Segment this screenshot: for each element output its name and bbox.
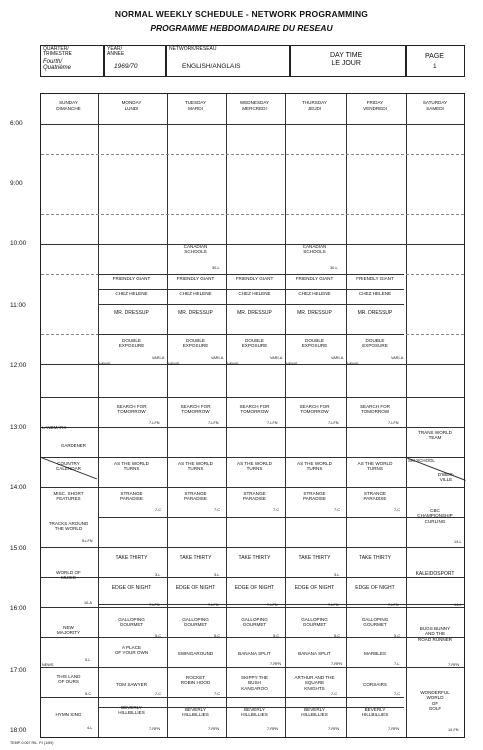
form-footer: TEMP. 0.067 RIL. P.I (1/69) (10, 741, 54, 745)
program-beverly-hillbillies: BEVERLY HILLBILLIES (118, 705, 145, 716)
program-code: 14-L (454, 603, 462, 607)
program-chez-helene: CHEZ HELENE (115, 291, 148, 296)
program-code: 7-RFN (208, 727, 220, 731)
program-code: 30-L (212, 266, 220, 270)
program-search-for-tomorrow: SEARCH FOR TOMORROW (359, 404, 391, 415)
page-number: 1 (433, 63, 437, 70)
program-world-of-music: WORLD OF MUSIC (56, 570, 81, 581)
program-code: 3-L (334, 573, 340, 577)
program-code: 3-L (214, 573, 220, 577)
program-landmark: LANDMARK (42, 425, 67, 430)
program-mr-dressup: MR. DRESSUP (237, 310, 272, 316)
program-code: 7-C (214, 692, 221, 696)
page-title: NORMAL WEEKLY SCHEDULE - NETWORK PROGRAMMING (114, 9, 369, 19)
program-as-the-world-turns: AS THE WORLD TURNS (237, 461, 272, 472)
program-code: 7-LFN (328, 421, 339, 425)
program-friendly-giant: FRIENDLY GIANT (235, 276, 274, 281)
program-code: 7-C (155, 692, 162, 696)
program-wonderful-world-of-golf: WONDERFUL WORLD OF GOLF (420, 690, 450, 711)
program-code: 5-LFN (82, 539, 93, 543)
day-saturday: SATURDAY SAMEDI (422, 100, 448, 111)
program-double-exposure: DOUBLE EXPOSURE (301, 338, 328, 349)
program-code: 7-RFN (267, 727, 279, 731)
program-as-the-world-turns: AS THE WORLD TURNS (178, 461, 213, 472)
program-misc-short-features: MISC. SHORT FEATURES (53, 491, 84, 502)
program-rocket-robin-hood: ROCKET ROBIN HOOD (180, 675, 211, 686)
program-chez-helene: CHEZ HELENE (358, 291, 392, 296)
program-arthur-square-knights: ARTHUR AND THE SQUARE KNIGHTS (294, 675, 335, 691)
program-code: 7-RFN (270, 662, 282, 666)
program-beverly-hillbillies: BEVERLY HILLBILLIES (241, 707, 268, 718)
time-label: 9:00 (10, 180, 23, 187)
program-code: 14-FN (448, 728, 459, 732)
program-bugs-bunny: BUGS BUNNY AND THE ROAD RUNNER (417, 626, 453, 642)
program-code: 7-LFN (267, 421, 278, 425)
day-tuesday: TUESDAY MARDI (184, 100, 207, 111)
program-mr-dressup: MR. DRESSUP (178, 310, 213, 316)
program-as-the-world-turns: AS THE WORLD TURNS (114, 461, 149, 472)
program-mr-dressup: MR. DRESSUP (297, 310, 332, 316)
program-code: 7-LFN (208, 421, 219, 425)
program-this-land-of-ours: THIS LAND OF OURS (56, 674, 81, 685)
quarter-value: Fourth/ Quatrième (43, 59, 72, 72)
program-news: NEWS (99, 362, 111, 366)
program-code: VARI-A (211, 356, 224, 360)
program-strange-paradise: STRANGE PARADISE (243, 491, 266, 502)
program-code: 7-RFN (388, 727, 400, 731)
program-news: NEWS (347, 362, 359, 366)
program-code: 3-L (155, 573, 161, 577)
program-code: 7-RFN (328, 727, 340, 731)
program-country-calendar: COUNTRY CALENDAR (55, 461, 82, 472)
program-edge-of-night: EDGE OF NIGHT (175, 585, 216, 591)
program-beverly-hillbillies: BEVERLY HILLBILLIES (182, 707, 209, 718)
page-label: PAGE (425, 53, 444, 60)
program-search-for-tomorrow: SEARCH FOR TOMORROW (299, 404, 330, 415)
program-edge-of-night: EDGE OF NIGHT (111, 585, 152, 591)
program-code: 7-C (273, 508, 280, 512)
program-news: NEWS (168, 362, 180, 366)
program-edge-of-night: EDGE OF NIGHT (234, 585, 275, 591)
program-galloping-gourmet: GALLOPING GOURMET (361, 617, 389, 628)
year-label: YEAR/ ANNEE (107, 46, 125, 58)
program-code: 7-LFN (388, 603, 399, 607)
program-chez-helene: CHEZ HELENE (179, 291, 212, 296)
program-code: 5-L (85, 658, 91, 662)
program-code: 7-C (155, 508, 162, 512)
program-skippy: SKIPPY THE BUSH KANGAROO (241, 675, 268, 691)
program-code: VARI-A (152, 356, 165, 360)
program-code: 14-L (454, 540, 462, 544)
time-label: 18:00 (10, 727, 27, 734)
program-double-exposure: DOUBLE EXPOSURE (118, 338, 145, 349)
program-code: 7-C (394, 508, 401, 512)
program-code: 4-L (87, 726, 93, 730)
program-strange-paradise: STRANGE PARADISE (303, 491, 326, 502)
program-take-thirty: TAKE THIRTY (179, 555, 212, 561)
time-label: 17:00 (10, 667, 27, 674)
program-kaleidosport: KALEIDOSPORT (415, 571, 455, 577)
quarter-label: QUARTER/ TRIMESTRE (43, 46, 72, 58)
program-strange-paradise: STRANGE PARADISE (120, 491, 143, 502)
program-tom-sawyer: TOM SAWYER (115, 682, 148, 687)
program-d-iberville: D'IBER- VILLE (437, 472, 455, 483)
program-code: VARI-A (391, 356, 404, 360)
program-galloping-gourmet: GALLOPING GOURMET (182, 617, 209, 628)
program-code: 7-C (331, 692, 338, 696)
day-wednesday: WEDNESDAY MERCREDI (239, 100, 270, 111)
program-as-the-world-turns: AS THE WORLD TURNS (297, 461, 332, 472)
program-banana-split: BANANA SPLIT (238, 651, 271, 656)
program-as-the-world-turns: AS THE WORLD TURNS (357, 461, 393, 472)
program-strange-paradise: STRANGE PARADISE (184, 491, 207, 502)
program-canadian-schools: CANADIAN SCHOOLS (183, 244, 208, 255)
program-code: 5-C (334, 634, 341, 638)
program-double-exposure: DOUBLE EXPOSURE (241, 338, 268, 349)
program-code: 7-RFN (149, 727, 161, 731)
program-a-place-of-your-own: A PLACE OF YOUR OWN (114, 645, 149, 656)
program-galloping-gourmet: GALLOPING GOURMET (301, 617, 328, 628)
program-code: 7-LFN (208, 603, 219, 607)
program-code: 5-C (394, 634, 401, 638)
day-thursday: THURSDAY JEUDI (302, 100, 327, 111)
program-beverly-hillbillies: BEVERLY HILLBILLIES (361, 707, 389, 718)
time-label: 16:00 (10, 605, 27, 612)
schedule-grid (40, 93, 465, 738)
program-code: VARI-A (331, 356, 344, 360)
program-code: 5-C (273, 634, 280, 638)
program-code: 7-C (214, 508, 221, 512)
time-label: 13:00 (10, 424, 27, 431)
program-code: 7-RFN (331, 662, 343, 666)
time-label: 15:00 (10, 545, 27, 552)
year-value: 1969/70 (114, 63, 138, 70)
program-search-for-tomorrow: SEARCH FOR TOMORROW (116, 404, 147, 415)
program-search-for-tomorrow: SEARCH FOR TOMORROW (239, 404, 270, 415)
time-label: 6:00 (10, 120, 23, 127)
program-banana-split: BANANA SPLIT (298, 651, 331, 656)
day-friday: FRIDAY VENDREDI (363, 100, 387, 111)
program-hymn-sing: HYMN SING (55, 712, 82, 717)
program-news: NEWS (286, 362, 298, 366)
program-code: 10-A (84, 601, 93, 605)
program-news: NEWS (227, 362, 239, 366)
network-label: NETWORK/RESEAU (169, 46, 217, 52)
program-mr-dressup: MR. DRESSUP (114, 310, 149, 316)
program-take-thirty: TAKE THIRTY (359, 555, 391, 561)
program-mr-dressup: MR. DRESSUP (357, 310, 393, 316)
program-code: 5-C (214, 634, 221, 638)
program-search-for-tomorrow: SEARCH FOR TOMORROW (180, 404, 211, 415)
program-code: 5-C (85, 692, 92, 696)
time-label: 14:00 (10, 484, 27, 491)
program-double-exposure: DOUBLE EXPOSURE (362, 338, 388, 349)
program-code: 7-LFN (328, 603, 339, 607)
program-code: 5-C (155, 634, 162, 638)
program-chez-helene: CHEZ HELENE (238, 291, 271, 296)
network-value: ENGLISH/ANGLAIS (182, 63, 241, 70)
program-strange-paradise: STRANGE PARADISE (363, 491, 387, 502)
program-code: 7-C (394, 692, 401, 696)
time-label: 10:00 (10, 240, 27, 247)
program-code: 7-L (394, 662, 400, 666)
program-trans-world-team: TRANS WORLD TEAM (418, 430, 452, 441)
program-friendly-giant: FRIENDLY GIANT (176, 276, 215, 281)
program-edge-of-night: EDGE OF NIGHT (355, 585, 395, 591)
program-corsairs: CORSAIRS (363, 682, 387, 687)
program-take-thirty: TAKE THIRTY (298, 555, 331, 561)
program-canadian-schools: CANADIAN SCHOOLS (302, 244, 327, 255)
program-chez-helene: CHEZ HELENE (298, 291, 331, 296)
header-page-box (406, 45, 465, 77)
program-gardener: GARDENER (61, 443, 86, 448)
program-code: 30-L (330, 266, 338, 270)
program-code: VARI-A (270, 356, 283, 360)
page-subtitle: PROGRAMME HEBDOMADAIRE DU RESEAU (150, 23, 333, 33)
program-beverly-hillbillies: BEVERLY HILLBILLIES (301, 707, 328, 718)
time-label: 12:00 (10, 362, 27, 369)
program-friendly-giant: FRIENDLY GIANT (295, 276, 334, 281)
program-take-thirty: TAKE THIRTY (238, 555, 271, 561)
program-tracks-around-the-world: TRACKS AROUND THE WORLD (48, 521, 89, 532)
program-news: NEWS (42, 663, 54, 667)
program-friendly-giant: FRIENDLY GIANT (112, 276, 151, 281)
program-ski-school: SKI SCHOOL (408, 458, 435, 463)
program-code: 7-RFN (448, 663, 460, 667)
program-new-majority: NEW MAJORITY (56, 625, 81, 636)
program-edge-of-night: EDGE OF NIGHT (294, 585, 335, 591)
day-monday: MONDAY LUNDI (121, 100, 142, 111)
time-label: 11:00 (10, 302, 26, 309)
program-marbles: MARBLES (364, 651, 386, 656)
program-code: 7-LFN (388, 421, 399, 425)
program-take-thirty: TAKE THIRTY (115, 555, 148, 561)
program-friendly-giant: FRIENDLY GIANT (356, 276, 394, 281)
program-code: 7-LFN (149, 421, 160, 425)
program-swingaround: SWINGAROUND (177, 651, 214, 656)
program-code: 7-LFN (149, 603, 160, 607)
program-galloping-gourmet: GALLOPING GOURMET (118, 617, 145, 628)
program-double-exposure: DOUBLE EXPOSURE (182, 338, 209, 349)
program-code: 7-C (334, 508, 341, 512)
daytime-label: DAY TIME LE JOUR (330, 52, 363, 67)
program-galloping-gourmet: GALLOPING GOURMET (241, 617, 268, 628)
program-code: 7-LFN (267, 603, 278, 607)
program-cbc-championship-curling: CBC CHAMPIONSHIP CURLING (417, 508, 453, 524)
day-sunday: SUNDAY DIMANCHE (56, 100, 81, 111)
